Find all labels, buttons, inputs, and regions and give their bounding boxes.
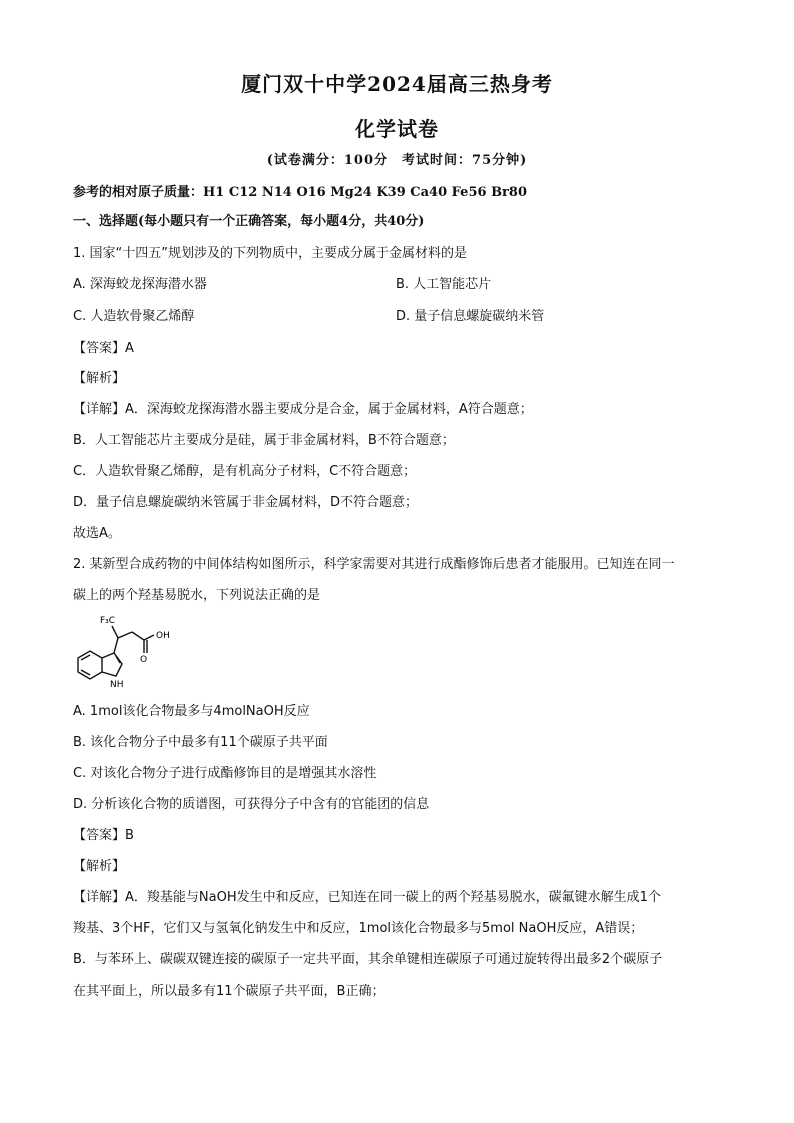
q2-option-d: D. 分析该化合物的质谱图，可获得分子中含有的官能团的信息	[73, 797, 430, 812]
q1-option-b: B. 人工智能芯片	[396, 277, 492, 292]
molecule-structure-diagram	[70, 610, 200, 700]
cf3-label: F₃C	[100, 616, 116, 626]
q2-stem-line: 2. 某新型合成药物的中间体结构如图所示，科学家需要对其进行成酯修饰后患者才能服用。已知连在同一	[73, 557, 675, 572]
q1-option-a: A. 深海蛟龙探海潜水器	[73, 277, 207, 292]
exam-info: (试卷满分：100分 考试时间：75分钟)	[266, 153, 528, 168]
q1-detail-line: B．人工智能芯片主要成分是硅，属于非金属材料，B不符合题意；	[73, 433, 455, 448]
atomic-masses: 参考的相对原子质量：H1 C12 N14 O16 Mg24 K39 Ca40 Fe56 Br80	[73, 185, 527, 200]
q2-answer: 【答案】B	[73, 828, 134, 843]
q1-detail-line: C．人造软骨聚乙烯醇，是有机高分子材料，C不符合题意；	[73, 464, 417, 479]
q2-stem-line: 碳上的两个羟基易脱水，下列说法正确的是	[73, 588, 321, 603]
nh-label: NH	[110, 680, 124, 690]
exam-title: 厦门双十中学2024届高三热身考	[241, 72, 553, 96]
q2-detail-line: B．与苯环上、碳碳双键连接的碳原子一定共平面，其余单键相连碳原子可通过旋转得出最多2个碳原子	[73, 952, 663, 967]
q1-answer: 【答案】A	[73, 341, 134, 356]
oh-label: OH	[156, 631, 170, 641]
q2-option-c: C. 对该化合物分子进行成酯修饰目的是增强其水溶性	[73, 766, 377, 781]
section-heading: 一、选择题(每小题只有一个正确答案，每小题4分，共40分)	[73, 214, 425, 229]
q1-detail-line: 【详解】A．深海蛟龙探海潜水器主要成分是合金，属于金属材料，A符合题意；	[73, 402, 533, 417]
q1-option-c: C. 人造软骨聚乙烯醇	[73, 309, 195, 324]
q2-detail-line: 羧基、3个HF，它们又与氢氧化钠发生中和反应，1mol该化合物最多与5mol NaOH反应，A错误；	[73, 921, 644, 936]
q1-stem: 1. 国家“十四五”规划涉及的下列物质中，主要成分属于金属材料的是	[73, 246, 468, 261]
q2-option-a: A. 1mol该化合物最多与4molNaOH反应	[73, 704, 310, 719]
exam-subtitle: 化学试卷	[355, 117, 439, 141]
q2-detail-line: 在其平面上，所以最多有11个碳原子共平面，B正确；	[73, 984, 385, 999]
q2-analysis-label: 【解析】	[73, 859, 126, 874]
q1-analysis-label: 【解析】	[73, 371, 126, 386]
q2-option-b: B. 该化合物分子中最多有11个碳原子共平面	[73, 735, 328, 750]
carbonyl-oxygen-label: O	[140, 655, 148, 665]
q2-detail-line: 【详解】A．羧基能与NaOH发生中和反应，已知连在同一碳上的两个羟基易脱水，碳氟键水解生成1个	[73, 890, 661, 905]
q1-detail-line: D．量子信息螺旋碳纳米管属于非金属材料，D不符合题意；	[73, 495, 419, 510]
q1-detail-line: 故选A。	[73, 526, 121, 541]
q1-option-d: D. 量子信息螺旋碳纳米管	[396, 309, 545, 324]
